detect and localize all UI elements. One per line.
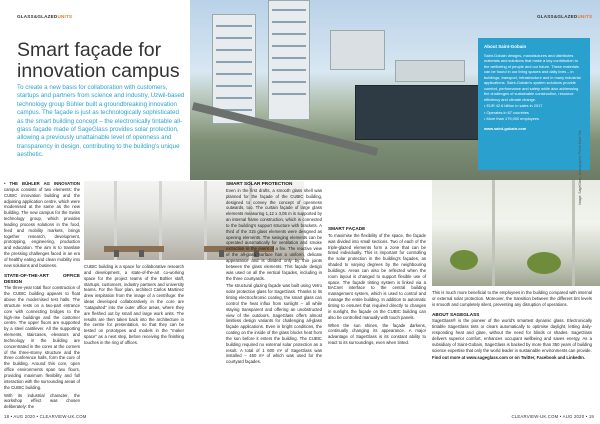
building-mid — [330, 30, 385, 70]
subheading-office-design: STATE-OF-THE-ART OFFICE DESIGN — [4, 272, 80, 284]
text-column-2 — [84, 264, 184, 346]
paragraph: Even in the first drafts, a smooth glass shell was planned for the façade of the CUBIC building, designed to convey the concept of openness outwards, too. The curtain façade of large glass elements measuring 1,12 x 3,05 m is supported by an internal frame construction, which is connected to the building's support structure with brackets. A third of the 315 glass elements were designed as opening elements. The swinging elements can be operated automatically for ventilation and smoke extraction in the event of a fire. The reactive view of the all-glass surface has a uniform, delicate appearance and is divided only by thin joints between the glass elements. This façade design was used on all the vertical façades, including in the three courtyards. — [226, 187, 322, 281]
paragraph: When the sun shines, the façade darkens, continually changing its appearance. A major advantage of SageGlass is its constant ability to react to its surroundings, even when tinted. — [328, 322, 426, 346]
infobox-bullet: • EUR 42.6 billion in sales in 2017 — [484, 103, 543, 108]
infobox-bullets — [484, 103, 584, 122]
find-out-more[interactable]: Find out more at www.sageglass.com or on Twitter, Facebook and LinkedIn. — [432, 355, 586, 361]
infobox-bullet: • Operates in 67 countries — [484, 109, 529, 115]
title-line-1: Smart façade for — [17, 39, 162, 61]
paragraph: This is much more beneficial to the employees in the building compared with internal or external solar protection. Moreover, the transition between the different tint levels is smooth and completely silent, preventing any disruption of operations. — [432, 290, 592, 307]
plant — [450, 250, 478, 270]
footer-right: CLEARVIEW-UK.COM • AUG 2020 • 19 — [511, 414, 594, 419]
table — [104, 246, 164, 252]
infobox-body: Saint-Gobain designs, manufactures and distributes materials and solutions that make a key contribution to the wellbeing of people and our future. These materials can be found in our living spaces and daily lives – in buildings, transport, infrastructure and in many industrial applications. Saint-Gobain's system solutions provide comfort, performance and safety while also addressing the challenges of sustainable construction, resource efficiency and climate change. — [484, 52, 581, 102]
section-tag-units: UNITS — [57, 14, 73, 19]
article-title — [17, 40, 180, 82]
text-column-4 — [328, 226, 426, 346]
interior-photo-courtyard — [432, 180, 600, 286]
subheading-about-sageglass: ABOUT SAGEGLASS — [432, 311, 480, 317]
text-column-5 — [432, 290, 592, 361]
section-tag-left — [17, 14, 72, 19]
title-line-2: innovation campus — [17, 60, 180, 82]
saint-gobain-infobox — [478, 38, 590, 170]
subheading-solar-protection: SMART SOLAR PROTECTION — [226, 181, 293, 186]
section-tag-units: UNITS — [577, 14, 593, 19]
paragraph: campus consists of two elements: the CUBIC innovation building and the adjoining application centre, which were modernised at the same as the new building. The new campus for the Swiss technology group, which provides leading process solutions in the food, feed and mobility markets, brings together research, development, prototyping, engineering, production and education. The aim is to translate the pressing challenges faced in an era of healthy eating and clean mobility into new solutions and business. — [4, 186, 80, 268]
cubic-building — [355, 85, 495, 140]
paragraph: With its industrial character, the workshop effect was chosen deliberately: the — [4, 392, 80, 410]
paragraph: SageGlass® is the pioneer of the world's smartest dynamic glass. Electronically tintable SageGlass tints or clears automatically to optimise daylight, letting daily-responding heat and glare, without the need for blinds or shades. SageGlass delivers superior comfort, enhances occupant wellbeing and saves energy. As a subsidiary of Saint-Gobain, SageGlass is backed by more than 350 years of building science expertise that only the world leader in sustainable environments can provide. — [432, 318, 592, 353]
article-intro: To create a new basis for collaboration with customers, startups and partners from science and industry, Uzwil-based technology group Bühler built a groundbreaking innovation campus. The façade is just as technologically sophisticated as the smart building concept – the electronically tintable all-glass façade made of SageGlass provides solar protection, allowing a previously unattainable level of openness and transparency in design, contributing to the building's unique aesthetic. — [17, 84, 185, 159]
section-tag-text: GLASS&GLAZED — [537, 14, 578, 19]
section-tag-right — [537, 14, 592, 19]
plant — [527, 252, 561, 274]
paragraph: The three-year total floor construction of the CUBIC building appears to float above the modernised test halls. The structure rests on a two-part entrance core with connecting bridges to the high-rise buildings and the customer centre. The upper floors are supported by a steel cantilever. All the supporting elements, staircases, elevators and technology in the building are concentrated in the cores at the corners of the three-storey structure and the three conference halls, form the core of the building. Around this core, open office environments span two floors, providing maximum flexibility and full interaction with the surrounding areas of the CUBIC building. — [4, 285, 80, 390]
photo-caption: Image: SageGlass, photographer Pierre Marti Yep — [578, 129, 582, 205]
section-tag-text: GLASS&GLAZED — [17, 14, 58, 19]
building-annex — [395, 60, 465, 82]
infobox-bullet: • More than 179,000 employees — [484, 116, 540, 121]
paragraph: CUBIC building is a space for collaborative research and development, a state-of-the-art co-working space for the project teams of the Bühler staff, startups, customers, industry partners and university teams. For the floor plan, architect Carlos Martinez drew inspiration from the image of a centrifuge: the ideas developed collaboratively in the core are "catapulted" into the outer office areas, where they are fleshed out by small and large work units. The results are then taken back into the architecture in the centre for presentation, so that they can be tested on prototypes and models in the "maker space" as a next step, before receiving the finishing touches in the ring of offices. — [84, 264, 184, 345]
infobox-website-link[interactable]: www.saint-gobain.com — [484, 125, 527, 131]
subheading-smart-facade: SMART FAÇADE — [328, 226, 366, 231]
building-tower-2 — [268, 0, 310, 120]
text-column-1 — [4, 181, 80, 410]
paragraph: The structural glazing façade was built using Vetro solar protection glass for SageGlass. Thanks to its tinting electrochromic coating, the smart glass can control the heat influx from sunlight – all while staying transparent and offering an unobstructed view of the outdoors. SageGlass offers almost limitless design variants for challenging all-glass façade applications. Even in bright conditions, the coating on the inside of the glass blocks heat from the sun before it enters the building. The CUBIC building required no external solar protection as a result. A total of 1 600 m² of SageGlass was installed – 450 m² of which was used for the courtyard façades. — [226, 283, 322, 365]
infobox-heading: About Saint-Gobain — [484, 44, 527, 49]
paragraph: To maximise the flexibility of the space, the façade was divided into small sections. Two of each of the triple-glazed elements form a zone that can be tinted individually. This is important for controlling the solar protection in the building's façades, as shaded to varying degrees by the neighbouring buildings. Areas can also be reflected when the room layout is changed to support flexible use of space. The façade tinting system is linked via a BACnet interface to the central building management system, which is used to control and manage the entire building. In addition to automatic tinting to ensures that required directly to changes in sunlight, the façade on the CUBIC building can also be controlled manually with touch panels. — [328, 232, 426, 320]
footer-left: 18 • AUG 2020 • CLEARVIEW-UK.COM — [4, 414, 87, 419]
text-column-3 — [226, 181, 322, 365]
lead-in: • THE BÜHLER AG INNOVATION — [4, 181, 80, 186]
